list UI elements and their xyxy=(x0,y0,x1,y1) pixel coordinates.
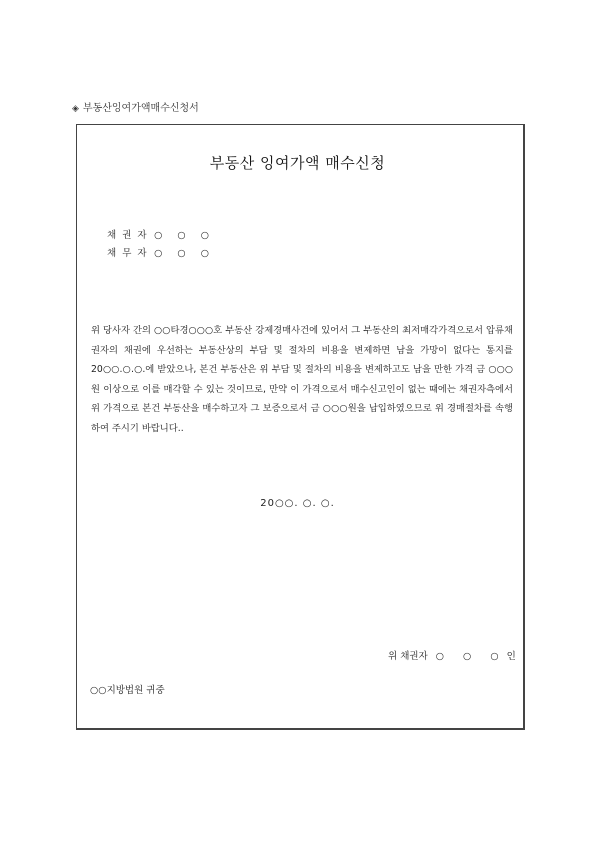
debtor-line xyxy=(107,245,215,259)
filing-date: 20○○. ○. ○. xyxy=(260,498,335,509)
diamond-bullet-icon: ◈ xyxy=(72,104,79,114)
document-caption xyxy=(72,99,199,114)
caption-text: 부동산잉여가액매수신청서 xyxy=(82,103,199,114)
debtor-label: 채 무 자 xyxy=(107,248,149,259)
document-title: 부동산 잉여가액 매수신청 xyxy=(209,154,386,172)
debtor-name: ○ ○ ○ xyxy=(154,248,215,259)
creditor-name: ○ ○ ○ xyxy=(154,230,215,241)
signature-label: 위 채권자 xyxy=(388,651,428,662)
signature-line xyxy=(388,648,516,662)
court-addressee: ○○지방법원 귀중 xyxy=(90,685,165,696)
creditor-label: 채 권 자 xyxy=(107,230,149,241)
signature-name: ○ ○ ○ xyxy=(435,651,507,662)
creditor-line xyxy=(107,227,215,241)
seal-mark: 인 xyxy=(506,651,516,662)
request-body: 위 당사자 간의 ○○타경○○○호 부동산 강제경매사건에 있어서 그 부동산의 최저매각가격으로서 압류채권자의 채권에 우선하는 부동산상의 부담 및 절차의 비용을 변제하면 남을 가망이 없다는 통지를 20○○.○.○.에 받았으나, 본건 부동산은 위 부담 및 절차의 비용을 변제하고도 남을 만한 가격 금 ○○○원 이상으로 이를 매각할 수 있는 것이므로, 만약 이 가격으로서 매수신고인이 없는 때에는 채권자측에서 위 가격으로 본건 부동산을 매수하고자 그 보증으로서 금 ○○○원을 납입하였으므로 위 경매절차를 속행하여 주시기 바랍니다.. xyxy=(91,325,513,434)
